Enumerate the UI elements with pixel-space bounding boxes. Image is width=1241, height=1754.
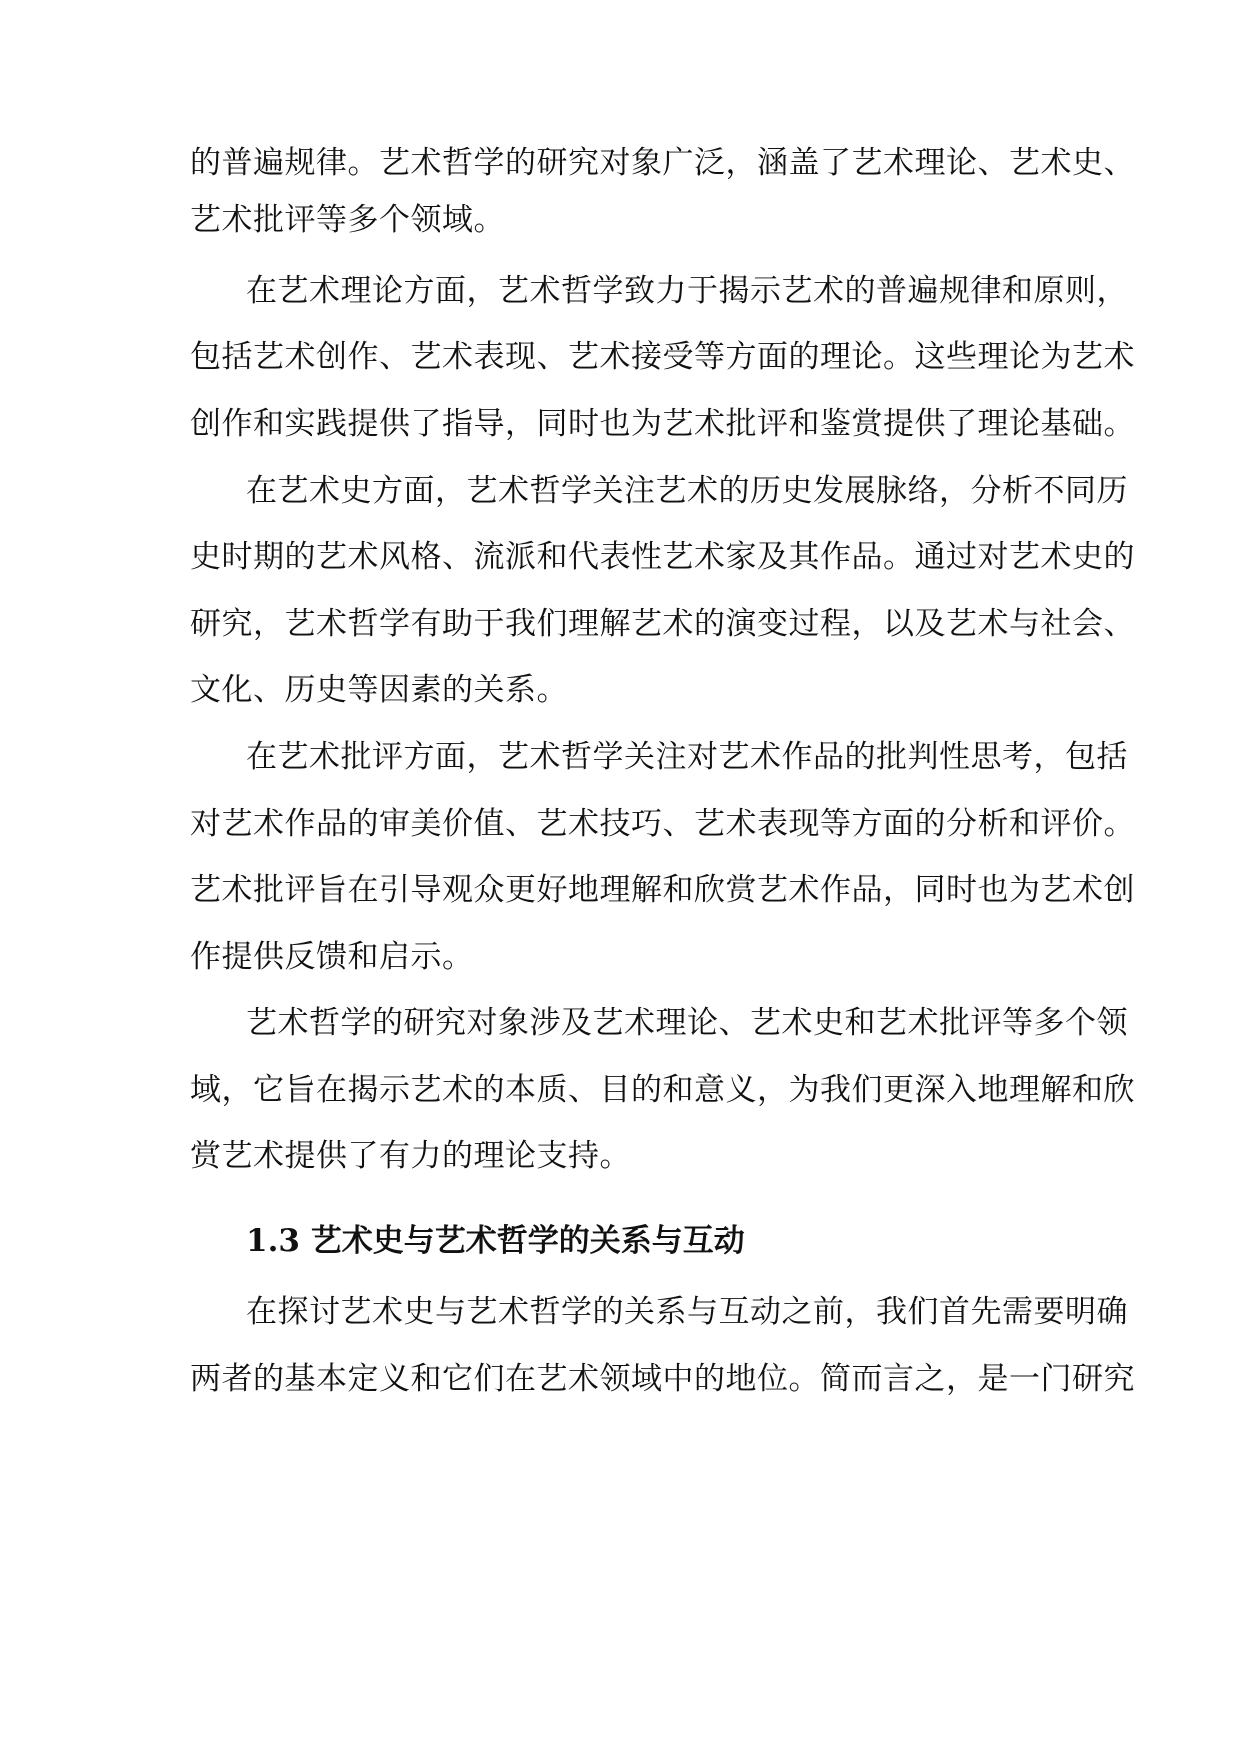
paragraph-3-line-4: 文化、历史等因素的关系。 [190,672,568,708]
section-heading: 1.3 艺术史与艺术哲学的关系与互动 [246,1223,745,1259]
paragraph-1-line-1: 的普遍规律。艺术哲学的研究对象广泛，涵盖了艺术理论、艺术史、 [190,145,1135,181]
paragraph-5-line-3: 赏艺术提供了有力的理论支持。 [190,1138,631,1174]
paragraph-2-line-1: 在艺术理论方面，艺术哲学致力于揭示艺术的普遍规律和原则， [246,273,1128,309]
paragraph-5-line-1: 艺术哲学的研究对象涉及艺术理论、艺术史和艺术批评等多个领 [246,1005,1128,1041]
paragraph-4-line-3: 艺术批评旨在引导观众更好地理解和欣赏艺术作品，同时也为艺术创 [190,872,1135,908]
section-paragraph-line-2: 两者的基本定义和它们在艺术领域中的地位。简而言之，是一门研究 [190,1361,1135,1397]
section-paragraph-line-1: 在探讨艺术史与艺术哲学的关系与互动之前，我们首先需要明确 [246,1294,1128,1330]
paragraph-2-line-3: 创作和实践提供了指导，同时也为艺术批评和鉴赏提供了理论基础。 [190,406,1135,442]
paragraph-3-line-1: 在艺术史方面，艺术哲学关注艺术的历史发展脉络，分析不同历 [246,473,1128,509]
paragraph-4-line-1: 在艺术批评方面，艺术哲学关注对艺术作品的批判性思考，包括 [246,739,1128,775]
paragraph-1-line-2: 艺术批评等多个领域。 [190,202,505,238]
paragraph-5-line-2: 域，它旨在揭示艺术的本质、目的和意义，为我们更深入地理解和欣 [190,1072,1135,1108]
paragraph-3-line-2: 史时期的艺术风格、流派和代表性艺术家及其作品。通过对艺术史的 [190,539,1135,575]
paragraph-2-line-2: 包括艺术创作、艺术表现、艺术接受等方面的理论。这些理论为艺术 [190,339,1135,375]
paragraph-3-line-3: 研究，艺术哲学有助于我们理解艺术的演变过程，以及艺术与社会、 [190,606,1135,642]
paragraph-4-line-2: 对艺术作品的审美价值、艺术技巧、艺术表现等方面的分析和评价。 [190,806,1135,842]
paragraph-4-line-4: 作提供反馈和启示。 [190,939,474,975]
